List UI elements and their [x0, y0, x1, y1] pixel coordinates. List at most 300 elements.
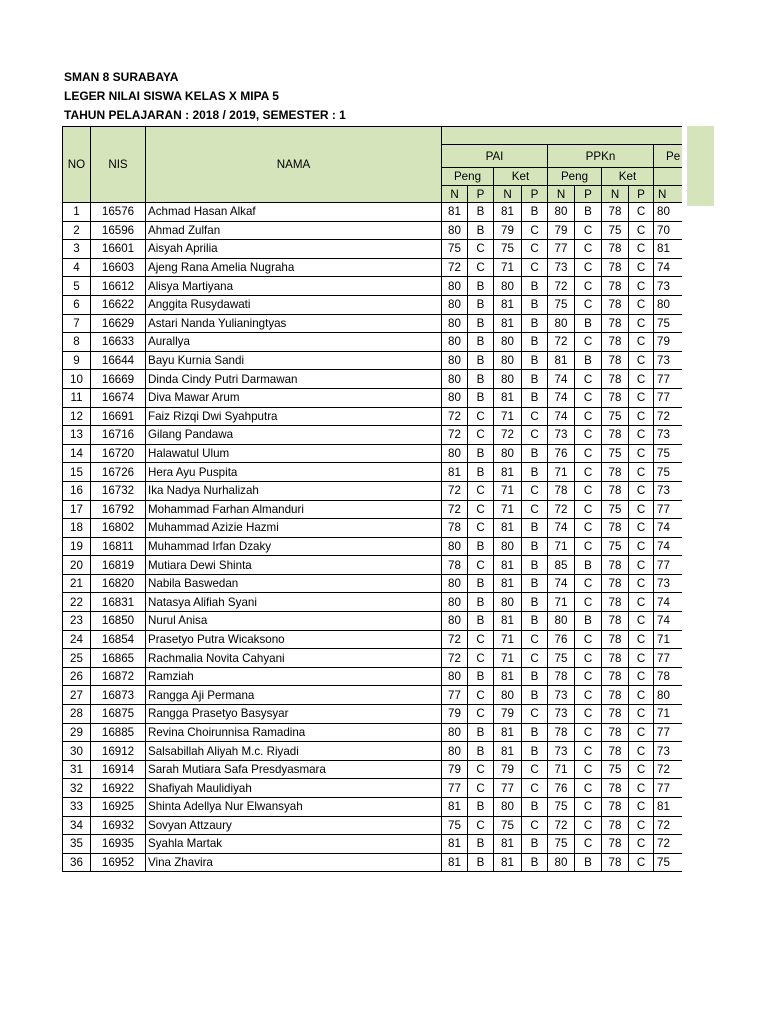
cell-no: 10	[63, 370, 91, 389]
pai-ket-n: 75	[494, 816, 522, 835]
next-n: 71	[654, 630, 682, 649]
pai-ket-p: P	[522, 186, 548, 203]
pai-peng-n: 72	[442, 407, 468, 426]
cell-no: 36	[63, 853, 91, 872]
table-row	[63, 258, 682, 277]
pai-peng-n: 81	[442, 463, 468, 482]
ppkn-ket: Ket	[602, 168, 654, 186]
ppkn-peng-p: B	[575, 351, 602, 370]
next-n: 72	[654, 407, 682, 426]
cell-nama: Astari Nanda Yulianingtyas	[146, 314, 442, 333]
ppkn-peng-p: C	[575, 519, 602, 538]
ppkn-ket-p: C	[629, 853, 654, 872]
ppkn-peng-n: N	[548, 186, 575, 203]
academic-year: TAHUN PELAJARAN : 2018 / 2019, SEMESTER : 1	[64, 108, 346, 122]
next-n: 75	[654, 444, 682, 463]
cell-no: 34	[63, 816, 91, 835]
table-header	[63, 127, 682, 203]
cell-nis: 16811	[91, 537, 146, 556]
table-row	[63, 705, 682, 724]
ppkn-peng-p: C	[575, 537, 602, 556]
ppkn-peng-p: B	[575, 314, 602, 333]
pai-ket-p: B	[522, 333, 548, 352]
pai-ket-n: 81	[494, 463, 522, 482]
ppkn-peng-p: C	[575, 370, 602, 389]
ppkn-ket-n: 75	[602, 444, 629, 463]
ppkn-ket-p: C	[629, 835, 654, 854]
cell-nama: Faiz Rizqi Dwi Syahputra	[146, 407, 442, 426]
cell-no: 17	[63, 500, 91, 519]
cell-nis: 16629	[91, 314, 146, 333]
next-n: 73	[654, 277, 682, 296]
ppkn-peng-n: 73	[548, 686, 575, 705]
cell-nis: 16612	[91, 277, 146, 296]
table-row	[63, 853, 682, 872]
cell-nama: Prasetyo Putra Wicaksono	[146, 630, 442, 649]
pai-peng-n: 80	[442, 388, 468, 407]
pai-ket-n: 72	[494, 426, 522, 445]
next-n: 71	[654, 705, 682, 724]
cell-nis: 16872	[91, 667, 146, 686]
ppkn-ket-p: C	[629, 500, 654, 519]
table-body	[63, 203, 682, 872]
table-row	[63, 612, 682, 631]
table-row	[63, 240, 682, 259]
ppkn-peng-n: 74	[548, 388, 575, 407]
table-row	[63, 816, 682, 835]
ppkn-ket-p: C	[629, 463, 654, 482]
pai-peng-p: B	[468, 351, 494, 370]
table-row	[63, 686, 682, 705]
pai-peng-p: C	[468, 630, 494, 649]
ppkn-peng-p: C	[575, 742, 602, 761]
pai-peng-p: B	[468, 853, 494, 872]
pai-ket-n: 75	[494, 240, 522, 259]
cell-no: 24	[63, 630, 91, 649]
ppkn-ket-p: C	[629, 574, 654, 593]
ppkn-ket-n: 78	[602, 295, 629, 314]
pai-ket-n: 80	[494, 593, 522, 612]
cell-nama: Salsabillah Aliyah M.c. Riyadi	[146, 742, 442, 761]
pai-peng-n: 80	[442, 314, 468, 333]
cell-nama: Natasya Alifiah Syani	[146, 593, 442, 612]
cell-no: 16	[63, 481, 91, 500]
next-n: 75	[654, 314, 682, 333]
cell-nis: 16865	[91, 649, 146, 668]
ppkn-peng-n: 74	[548, 519, 575, 538]
ppkn-peng-p: C	[575, 779, 602, 798]
pai-peng-p: C	[468, 426, 494, 445]
ppkn-ket-p: C	[629, 351, 654, 370]
pai-ket-n: 80	[494, 537, 522, 556]
cell-nis: 16912	[91, 742, 146, 761]
ppkn-ket-n: 78	[602, 519, 629, 538]
pai-peng-n: 81	[442, 203, 468, 222]
pai-peng-p: B	[468, 444, 494, 463]
cell-nama: Shafiyah Maulidiyah	[146, 779, 442, 798]
ppkn-ket-p: C	[629, 407, 654, 426]
pai-ket-p: C	[522, 481, 548, 500]
ppkn-ket-n: 78	[602, 593, 629, 612]
pai-ket-n: 81	[494, 612, 522, 631]
ppkn-peng-n: 75	[548, 835, 575, 854]
ppkn-peng-n: 73	[548, 705, 575, 724]
ppkn-ket-n: 78	[602, 630, 629, 649]
ppkn-peng-p: B	[575, 853, 602, 872]
pai-ket-p: B	[522, 203, 548, 222]
table-row	[63, 723, 682, 742]
ppkn-ket-n: 75	[602, 407, 629, 426]
next-n: 78	[654, 667, 682, 686]
ppkn-peng-p: C	[575, 388, 602, 407]
next-n: 77	[654, 556, 682, 575]
table-row	[63, 519, 682, 538]
ppkn-ket-n: 78	[602, 742, 629, 761]
cell-nama: Halawatul Ulum	[146, 444, 442, 463]
cell-no: 9	[63, 351, 91, 370]
cell-no: 15	[63, 463, 91, 482]
ppkn-ket-n: 78	[602, 426, 629, 445]
ppkn-ket-p: C	[629, 426, 654, 445]
ppkn-ket-p: C	[629, 742, 654, 761]
next-n: 77	[654, 500, 682, 519]
ppkn-peng-p: C	[575, 630, 602, 649]
pai-peng-p: C	[468, 407, 494, 426]
cell-nama: Ika Nadya Nurhalizah	[146, 481, 442, 500]
pai-ket-n: 77	[494, 779, 522, 798]
cell-no: 6	[63, 295, 91, 314]
cell-no: 33	[63, 798, 91, 817]
ppkn-ket-p: C	[629, 370, 654, 389]
pai-ket-p: C	[522, 816, 548, 835]
table-row	[63, 426, 682, 445]
cell-nis: 16875	[91, 705, 146, 724]
pai-ket-n: 81	[494, 853, 522, 872]
ppkn-ket-n: 78	[602, 351, 629, 370]
ppkn-peng-n: 76	[548, 630, 575, 649]
ppkn-ket-n: 78	[602, 705, 629, 724]
pai-ket-n: 81	[494, 723, 522, 742]
cell-nis: 16932	[91, 816, 146, 835]
cell-nama: Aisyah Aprilia	[146, 240, 442, 259]
ppkn-peng-n: 75	[548, 798, 575, 817]
next-n: 70	[654, 221, 682, 240]
next-n: 77	[654, 370, 682, 389]
pai-peng-p: C	[468, 519, 494, 538]
pai-ket-n: 71	[494, 630, 522, 649]
pai-peng-n: 72	[442, 500, 468, 519]
cell-nis: 16603	[91, 258, 146, 277]
table-row	[63, 537, 682, 556]
pai-peng-p: C	[468, 481, 494, 500]
subjects-group-header	[442, 127, 682, 145]
cell-nis: 16792	[91, 500, 146, 519]
ppkn-peng-p: C	[575, 574, 602, 593]
next-n: 77	[654, 649, 682, 668]
pai-ket-n: N	[494, 186, 522, 203]
subject-ppkn: PPKn	[548, 145, 654, 168]
next-n: N	[654, 186, 682, 203]
cell-nis: 16925	[91, 798, 146, 817]
ppkn-ket-p: C	[629, 630, 654, 649]
cell-no: 28	[63, 705, 91, 724]
next-n: 81	[654, 798, 682, 817]
next-n: 77	[654, 779, 682, 798]
pai-ket-p: C	[522, 426, 548, 445]
ppkn-peng-p: C	[575, 593, 602, 612]
cell-no: 8	[63, 333, 91, 352]
cell-no: 23	[63, 612, 91, 631]
cell-nama: Sarah Mutiara Safa Presdyasmara	[146, 760, 442, 779]
ppkn-peng-p: B	[575, 556, 602, 575]
ppkn-peng-n: 75	[548, 295, 575, 314]
ppkn-peng-n: 78	[548, 667, 575, 686]
pai-peng-n: 78	[442, 519, 468, 538]
cell-no: 7	[63, 314, 91, 333]
pai-ket-n: 81	[494, 574, 522, 593]
ppkn-peng-n: 71	[548, 593, 575, 612]
cell-no: 22	[63, 593, 91, 612]
next-n: 73	[654, 742, 682, 761]
next-n: 73	[654, 574, 682, 593]
pai-peng-p: C	[468, 240, 494, 259]
next-n: 72	[654, 760, 682, 779]
cell-nis: 16622	[91, 295, 146, 314]
cell-nama: Achmad Hasan Alkaf	[146, 203, 442, 222]
pai-ket-p: B	[522, 277, 548, 296]
ppkn-ket-n: 75	[602, 537, 629, 556]
table-row	[63, 333, 682, 352]
pai-ket-p: B	[522, 574, 548, 593]
cell-nis: 16820	[91, 574, 146, 593]
ppkn-peng-p: C	[575, 649, 602, 668]
ppkn-ket-p: C	[629, 667, 654, 686]
pai-peng-n: 81	[442, 798, 468, 817]
ppkn-peng-n: 71	[548, 760, 575, 779]
ppkn-ket-n: 78	[602, 649, 629, 668]
ppkn-ket-n: 78	[602, 463, 629, 482]
subject-pai: PAI	[442, 145, 548, 168]
pai-peng-p: B	[468, 835, 494, 854]
header-fill-extension	[687, 126, 714, 206]
pai-ket-p: B	[522, 612, 548, 631]
ppkn-peng-n: 73	[548, 258, 575, 277]
col-no: NO	[63, 127, 91, 203]
next-n: 77	[654, 388, 682, 407]
pai-peng-p: C	[468, 686, 494, 705]
pai-peng-n: 78	[442, 556, 468, 575]
pai-ket-n: 79	[494, 760, 522, 779]
pai-ket-n: 81	[494, 556, 522, 575]
ppkn-peng-p: C	[575, 835, 602, 854]
pai-peng-n: 80	[442, 612, 468, 631]
table-row	[63, 388, 682, 407]
pai-ket-n: 71	[494, 407, 522, 426]
ppkn-peng-n: 79	[548, 221, 575, 240]
cell-nama: Anggita Rusydawati	[146, 295, 442, 314]
pai-peng-p: P	[468, 186, 494, 203]
ppkn-ket-p: C	[629, 295, 654, 314]
ppkn-ket-p: C	[629, 779, 654, 798]
ppkn-ket-n: 78	[602, 203, 629, 222]
pai-ket-n: 79	[494, 221, 522, 240]
ppkn-peng-n: 74	[548, 370, 575, 389]
pai-ket-p: C	[522, 221, 548, 240]
next-sub-blank	[654, 168, 682, 186]
table-row	[63, 481, 682, 500]
ppkn-ket-p: C	[629, 221, 654, 240]
pai-peng-n: 81	[442, 835, 468, 854]
cell-nis: 16716	[91, 426, 146, 445]
pai-peng-p: B	[468, 667, 494, 686]
ppkn-peng-n: 76	[548, 444, 575, 463]
pai-ket: Ket	[494, 168, 548, 186]
ppkn-peng-n: 73	[548, 426, 575, 445]
pai-peng-n: 79	[442, 760, 468, 779]
pai-ket-n: 71	[494, 481, 522, 500]
pai-ket-p: B	[522, 444, 548, 463]
pai-peng-p: B	[468, 388, 494, 407]
cell-nis: 16732	[91, 481, 146, 500]
pai-ket-p: B	[522, 556, 548, 575]
ppkn-ket-n: 78	[602, 816, 629, 835]
ppkn-ket-n: 75	[602, 760, 629, 779]
ppkn-peng-p: C	[575, 444, 602, 463]
pai-ket-p: C	[522, 258, 548, 277]
cell-nis: 16914	[91, 760, 146, 779]
pai-ket-n: 71	[494, 649, 522, 668]
ppkn-peng-p: C	[575, 705, 602, 724]
pai-peng-n: 80	[442, 277, 468, 296]
next-n: 80	[654, 686, 682, 705]
ppkn-peng-p: C	[575, 816, 602, 835]
ppkn-peng-n: 74	[548, 407, 575, 426]
ppkn-ket-p: C	[629, 444, 654, 463]
pai-peng-n: 80	[442, 333, 468, 352]
cell-nama: Dinda Cindy Putri Darmawan	[146, 370, 442, 389]
ppkn-ket-p: C	[629, 277, 654, 296]
pai-peng-p: B	[468, 537, 494, 556]
ppkn-peng-n: 75	[548, 649, 575, 668]
table-row	[63, 221, 682, 240]
pai-peng-n: 80	[442, 370, 468, 389]
pai-peng-n: 72	[442, 258, 468, 277]
ppkn-peng-n: 73	[548, 742, 575, 761]
pai-ket-p: C	[522, 630, 548, 649]
cell-nama: Nabila Baswedan	[146, 574, 442, 593]
ppkn-ket-n: 78	[602, 667, 629, 686]
ppkn-ket-n: 78	[602, 798, 629, 817]
ppkn-peng-n: 85	[548, 556, 575, 575]
pai-ket-p: C	[522, 240, 548, 259]
cell-nama: Shinta Adellya Nur Elwansyah	[146, 798, 442, 817]
cell-nis: 16596	[91, 221, 146, 240]
pai-ket-n: 81	[494, 519, 522, 538]
next-n: 79	[654, 333, 682, 352]
cell-nis: 16691	[91, 407, 146, 426]
pai-ket-n: 81	[494, 835, 522, 854]
cell-no: 11	[63, 388, 91, 407]
next-n: 72	[654, 816, 682, 835]
pai-peng-n: 75	[442, 816, 468, 835]
pai-peng-p: C	[468, 779, 494, 798]
pai-ket-n: 80	[494, 333, 522, 352]
cell-nis: 16802	[91, 519, 146, 538]
ppkn-ket-p: C	[629, 705, 654, 724]
next-n: 73	[654, 426, 682, 445]
ppkn-ket-p: C	[629, 593, 654, 612]
ppkn-peng-n: 72	[548, 816, 575, 835]
ppkn-ket-p: C	[629, 333, 654, 352]
ppkn-ket-p: C	[629, 556, 654, 575]
ppkn-peng-p: C	[575, 667, 602, 686]
ppkn-peng-p: C	[575, 760, 602, 779]
ppkn-ket-p: C	[629, 258, 654, 277]
ppkn-peng-p: C	[575, 277, 602, 296]
pai-ket-p: B	[522, 370, 548, 389]
ppkn-peng-p: C	[575, 798, 602, 817]
cell-no: 29	[63, 723, 91, 742]
pai-ket-n: 81	[494, 388, 522, 407]
cell-nis: 16873	[91, 686, 146, 705]
next-n: 74	[654, 519, 682, 538]
ppkn-peng-p: C	[575, 481, 602, 500]
ppkn-ket-n: 78	[602, 853, 629, 872]
ppkn-ket-p: C	[629, 388, 654, 407]
pai-ket-p: C	[522, 779, 548, 798]
cell-no: 27	[63, 686, 91, 705]
cell-no: 18	[63, 519, 91, 538]
ppkn-peng-p: C	[575, 333, 602, 352]
pai-peng-p: B	[468, 203, 494, 222]
ppkn-ket-n: 78	[602, 723, 629, 742]
pai-ket-p: B	[522, 835, 548, 854]
ppkn-peng-p: C	[575, 686, 602, 705]
table-row	[63, 277, 682, 296]
cell-no: 30	[63, 742, 91, 761]
table-row	[63, 649, 682, 668]
ppkn-peng-n: 77	[548, 240, 575, 259]
cell-nama: Muhammad Irfan Dzaky	[146, 537, 442, 556]
cell-no: 25	[63, 649, 91, 668]
ppkn-ket-p: C	[629, 537, 654, 556]
cell-nama: Vina Zhavira	[146, 853, 442, 872]
ppkn-peng-p: B	[575, 203, 602, 222]
ppkn-ket-p: C	[629, 816, 654, 835]
pai-ket-n: 71	[494, 500, 522, 519]
pai-peng-n: 77	[442, 686, 468, 705]
next-n: 74	[654, 593, 682, 612]
pai-ket-p: B	[522, 519, 548, 538]
pai-peng-p: B	[468, 798, 494, 817]
pai-ket-n: 81	[494, 742, 522, 761]
ppkn-ket-p: C	[629, 481, 654, 500]
pai-peng-n: 79	[442, 705, 468, 724]
ppkn-ket-n: 75	[602, 221, 629, 240]
next-n: 74	[654, 537, 682, 556]
table-row	[63, 779, 682, 798]
ppkn-ket-n: 78	[602, 258, 629, 277]
cell-nama: Ajeng Rana Amelia Nugraha	[146, 258, 442, 277]
ppkn-peng-p: C	[575, 240, 602, 259]
pai-ket-n: 80	[494, 798, 522, 817]
table-row	[63, 574, 682, 593]
cell-nama: Mohammad Farhan Almanduri	[146, 500, 442, 519]
pai-ket-p: B	[522, 537, 548, 556]
ppkn-ket-p: C	[629, 723, 654, 742]
next-n: 73	[654, 351, 682, 370]
cell-nis: 16850	[91, 612, 146, 631]
